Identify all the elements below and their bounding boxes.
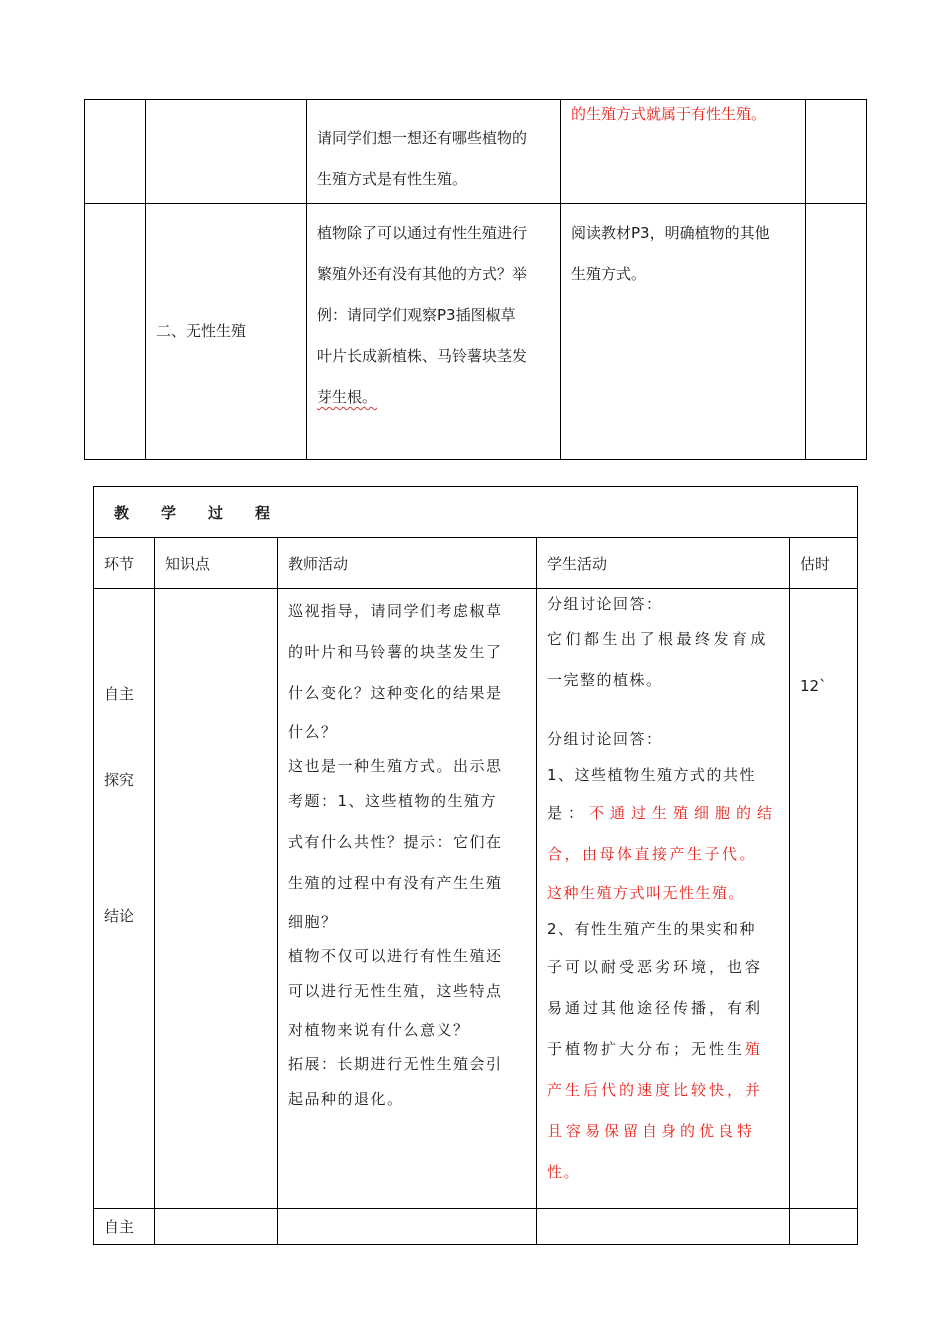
table-row bbox=[85, 204, 867, 460]
text-line: 这也是一种生殖方式。出示思 bbox=[288, 757, 503, 775]
text-line: 它们都生出了根最终发育成 bbox=[547, 630, 770, 648]
text-line: 起品种的退化。 bbox=[288, 1090, 404, 1108]
table-row bbox=[94, 1209, 858, 1245]
lesson-table-top bbox=[84, 99, 867, 460]
header-teacher: 教师活动 bbox=[278, 538, 537, 589]
text-line: 易通过其他途径传播，有利 bbox=[547, 999, 764, 1017]
time-cell bbox=[790, 1209, 858, 1245]
time-cell bbox=[790, 589, 858, 1209]
time-cell bbox=[806, 100, 867, 204]
text-line: 式有什么共性？提示：它们在 bbox=[288, 833, 503, 851]
time-cell bbox=[806, 204, 867, 460]
text-line: 生殖方式是有性生殖。 bbox=[317, 170, 468, 188]
text-line: 是：不通过生殖细胞的结 bbox=[547, 804, 779, 822]
segment-label: 自主 bbox=[104, 685, 135, 703]
teacher-activity-cell bbox=[307, 204, 561, 460]
text-line: 芽生根。 bbox=[317, 388, 378, 406]
text-line: 可以进行无性生殖，这些特点 bbox=[288, 982, 503, 1000]
time-estimate: 12` bbox=[800, 677, 827, 695]
lesson-table-process bbox=[93, 486, 858, 1245]
text-line: 合，由母体直接产生子代。 bbox=[547, 845, 758, 863]
text-line: 的生殖方式就属于有性生殖。 bbox=[571, 105, 767, 123]
segment-cell bbox=[94, 1209, 155, 1245]
text-line: 且容易保留自身的优良特 bbox=[547, 1122, 757, 1140]
text-line: 阅读教材P3，明确植物的其他 bbox=[571, 224, 770, 242]
knowledge-cell bbox=[146, 100, 307, 204]
text-line: 拓展：长期进行无性生殖会引 bbox=[288, 1055, 503, 1073]
segment-cell bbox=[85, 100, 146, 204]
segment-label: 自主 bbox=[104, 1218, 135, 1236]
text-line: 植物不仅可以进行有性生殖还 bbox=[288, 947, 503, 965]
student-activity-cell bbox=[561, 204, 806, 460]
text-line: 分组讨论回答： bbox=[547, 730, 663, 748]
text-line: 什么变化？这种变化的结果是 bbox=[288, 684, 503, 702]
header-segment: 环节 bbox=[94, 538, 155, 589]
teacher-activity-cell bbox=[278, 589, 537, 1209]
text-line: 叶片长成新植株、马铃薯块茎发 bbox=[317, 347, 528, 365]
text-line: 细胞？ bbox=[288, 913, 338, 931]
table-title-row bbox=[94, 487, 858, 538]
text-line: 一完整的植株。 bbox=[547, 671, 663, 689]
text-line: 分组讨论回答： bbox=[547, 595, 663, 613]
segment-label: 结论 bbox=[104, 907, 135, 925]
table-header-row bbox=[94, 538, 858, 589]
text-line: 子可以耐受恶劣环境，也容 bbox=[547, 958, 764, 976]
text-line: 什么？ bbox=[288, 723, 338, 741]
teacher-activity-cell bbox=[307, 100, 561, 204]
student-activity-cell bbox=[537, 1209, 790, 1245]
segment-cell bbox=[85, 204, 146, 460]
knowledge-point: 二、无性生殖 bbox=[156, 322, 247, 340]
student-activity-cell bbox=[537, 589, 790, 1209]
header-time: 估时 bbox=[790, 538, 858, 589]
text-line: 的叶片和马铃薯的块茎发生了 bbox=[288, 643, 503, 661]
text-line: 繁殖外还有没有其他的方式？举 bbox=[317, 265, 528, 283]
text-line: 性。 bbox=[547, 1163, 581, 1181]
knowledge-cell bbox=[146, 204, 307, 460]
text-line: 这种生殖方式叫无性生殖。 bbox=[547, 884, 746, 902]
knowledge-cell bbox=[155, 589, 278, 1209]
text-line: 产生后代的速度比较快，并 bbox=[547, 1081, 764, 1099]
text-line: 生殖方式。 bbox=[571, 265, 647, 283]
text-line: 1、这些植物生殖方式的共性 bbox=[547, 766, 757, 784]
segment-cell bbox=[94, 589, 155, 1209]
text-line: 例：请同学们观察P3插图椒草 bbox=[317, 306, 516, 324]
table-row bbox=[85, 100, 867, 204]
text-line: 2、有性生殖产生的果实和种 bbox=[547, 920, 757, 938]
header-student: 学生活动 bbox=[537, 538, 790, 589]
text-line: 巡视指导，请同学们考虑椒草 bbox=[288, 602, 503, 620]
teacher-activity-cell bbox=[278, 1209, 537, 1245]
section-title: 教学过程 bbox=[94, 487, 858, 538]
table-row bbox=[94, 589, 858, 1209]
text-line: 植物除了可以通过有性生殖进行 bbox=[317, 224, 528, 242]
segment-label: 探究 bbox=[104, 771, 135, 789]
text-line: 生殖的过程中有没有产生生殖 bbox=[288, 874, 503, 892]
text-line: 请同学们想一想还有哪些植物的 bbox=[317, 129, 528, 147]
header-knowledge: 知识点 bbox=[155, 538, 278, 589]
text-line: 考题：1、这些植物的生殖方 bbox=[288, 792, 498, 810]
text-line: 对植物来说有什么意义？ bbox=[288, 1021, 470, 1039]
student-activity-cell bbox=[561, 100, 806, 204]
knowledge-cell bbox=[155, 1209, 278, 1245]
text-line: 于植物扩大分布；无性生殖 bbox=[547, 1040, 764, 1058]
